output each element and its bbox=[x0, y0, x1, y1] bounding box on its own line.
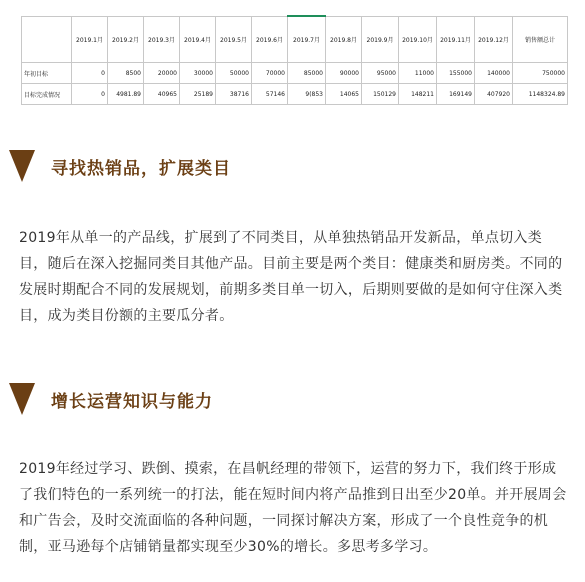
header-cell[interactable]: 2019.3月 bbox=[144, 16, 180, 63]
header-cell[interactable]: 2019.9月 bbox=[362, 16, 399, 63]
table-cell[interactable]: 1148324.89 bbox=[513, 84, 568, 105]
header-cell[interactable]: 2019.6月 bbox=[252, 16, 288, 63]
table-cell[interactable]: 11000 bbox=[399, 63, 437, 84]
table-cell[interactable]: 85000 bbox=[288, 63, 326, 84]
header-cell[interactable]: 2019.2月 bbox=[108, 16, 144, 63]
table-cell[interactable]: 0 bbox=[72, 84, 108, 105]
row-label-cell[interactable]: 年初目标 bbox=[22, 63, 72, 84]
table-cell[interactable]: 90000 bbox=[326, 63, 362, 84]
table-cell[interactable]: 148211 bbox=[399, 84, 437, 105]
sales-table-wrapper bbox=[21, 15, 567, 106]
table-cell[interactable]: 4981.89 bbox=[108, 84, 144, 105]
table-cell[interactable]: 30000 bbox=[180, 63, 216, 84]
header-cell[interactable]: 2019.10月 bbox=[399, 16, 437, 63]
section-title: 增长运营知识与能力 bbox=[51, 391, 213, 412]
table-cell[interactable]: 140000 bbox=[475, 63, 513, 84]
triangle-marker-icon bbox=[9, 383, 35, 415]
row-label-cell[interactable]: 目标完成情况 bbox=[22, 84, 72, 105]
header-cell[interactable]: 销售额总计 bbox=[513, 16, 568, 63]
header-cell[interactable]: 2019.8月 bbox=[326, 16, 362, 63]
table-cell[interactable]: 57146 bbox=[252, 84, 288, 105]
table-cell[interactable]: 407920 bbox=[475, 84, 513, 105]
table-cell[interactable]: 38716 bbox=[216, 84, 252, 105]
table-cell[interactable]: 14065 bbox=[326, 84, 362, 105]
section-title: 寻找热销品，扩展类目 bbox=[51, 158, 231, 179]
triangle-marker-icon bbox=[9, 150, 35, 182]
table-cell[interactable]: 20000 bbox=[144, 63, 180, 84]
header-cell[interactable]: 2019.11月 bbox=[437, 16, 475, 63]
section-heading-1 bbox=[9, 150, 231, 182]
table-row bbox=[22, 84, 568, 105]
header-cell[interactable]: 2019.4月 bbox=[180, 16, 216, 63]
table-cell[interactable]: 750000 bbox=[513, 63, 568, 84]
table-cell[interactable]: 9(853 bbox=[288, 84, 326, 105]
header-cell[interactable]: 2019.12月 bbox=[475, 16, 513, 63]
table-row bbox=[22, 63, 568, 84]
table-cell[interactable]: 95000 bbox=[362, 63, 399, 84]
table-cell[interactable]: 40965 bbox=[144, 84, 180, 105]
header-cell[interactable] bbox=[22, 16, 72, 63]
table-cell[interactable]: 150129 bbox=[362, 84, 399, 105]
table-cell[interactable]: 70000 bbox=[252, 63, 288, 84]
section-heading-2 bbox=[9, 383, 213, 415]
table-cell[interactable]: 169149 bbox=[437, 84, 475, 105]
table-header-row bbox=[22, 16, 568, 63]
table-cell[interactable]: 25189 bbox=[180, 84, 216, 105]
header-cell-selected[interactable]: 2019.7月 bbox=[288, 16, 326, 63]
section-paragraph-2: 2019年经过学习、跌倒、摸索，在昌帆经理的带领下，运营的努力下，我们终于形成了我们特色的一系列统一的打法，能在短时间内将产品推到日出至少20单。并开展周会和广告会，及时交流面临的各种问题，一同探讨解决方案，形成了一个良性竞争的机制，亚马逊每个店铺销量都实现至少30%的增长。多思考多学习。 bbox=[19, 461, 567, 555]
table-cell[interactable]: 50000 bbox=[216, 63, 252, 84]
header-cell[interactable]: 2019.1月 bbox=[72, 16, 108, 63]
table-cell[interactable]: 155000 bbox=[437, 63, 475, 84]
section-paragraph-1: 2019年从单一的产品线，扩展到了不同类目，从单独热销品开发新品，单点切入类目，随后在深入挖掘同类目其他产品。目前主要是两个类目：健康类和厨房类。不同的发展时期配合不同的发展规划，前期多类目单一切入，后期则要做的是如何守住深入类目，成为类目份额的主要瓜分者。 bbox=[19, 230, 563, 324]
table-cell[interactable]: 8500 bbox=[108, 63, 144, 84]
sales-target-table bbox=[21, 15, 568, 105]
table-cell[interactable]: 0 bbox=[72, 63, 108, 84]
header-cell[interactable]: 2019.5月 bbox=[216, 16, 252, 63]
